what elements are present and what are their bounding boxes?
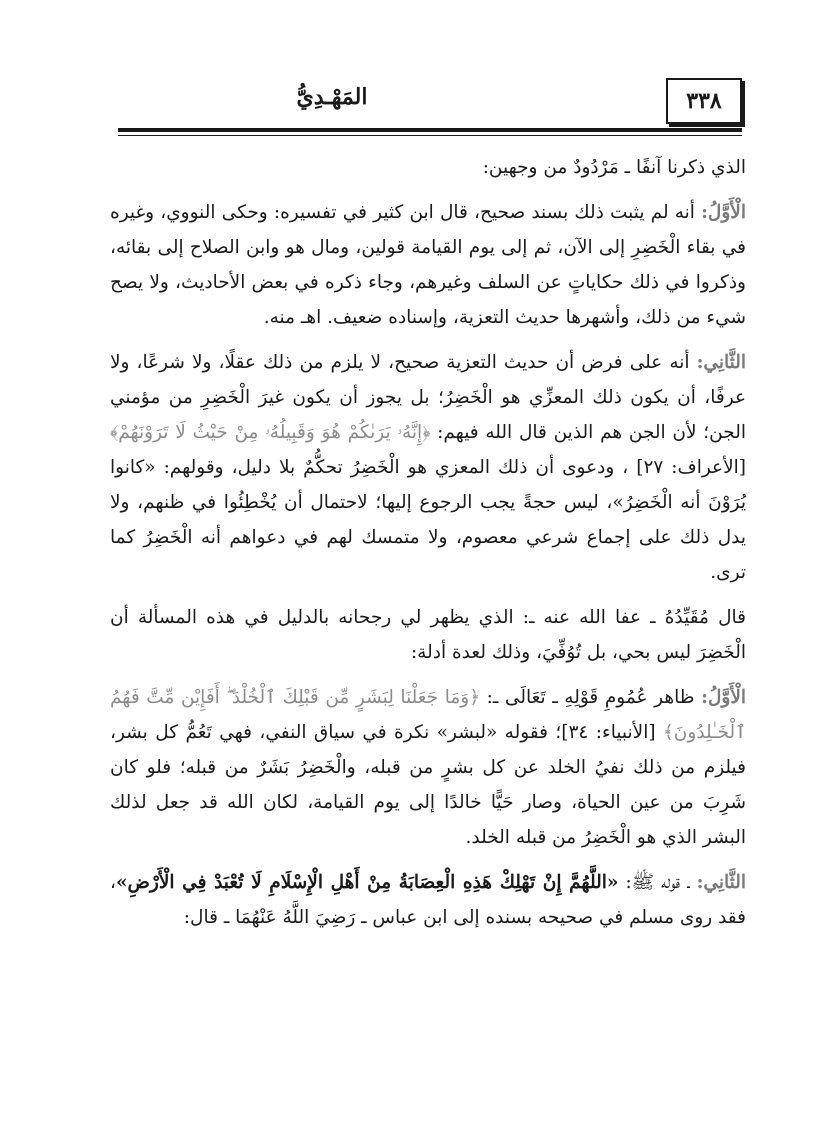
paragraph-author-opinion <box>110 600 746 670</box>
page-number: ٣٣٨ <box>666 78 742 124</box>
second-evidence-text-a: ـ قوله ﷺ: <box>618 872 697 893</box>
paragraph-second-reason <box>110 345 746 590</box>
paragraph-first-reason <box>110 195 746 335</box>
hadith-quote: «اللَّهُمَّ إِنْ تَهْلِكْ هَذِهِ الْعِصَابَةُ مِنْ أَهْلِ الْإِسْلَامِ لَا تُعْبَدْ فِي الْأَرْضِ» <box>115 872 619 893</box>
running-title: المَهْـدِيُّ <box>296 84 368 110</box>
header-rule-thick <box>118 128 742 132</box>
second-text-b: [الأعراف: ٢٧] ، ودعوى أن ذلك المعزي هو الْخَضِرُ تحكُّمٌ بلا دليل، وقولهم: «كانوا يُرَوْنَ أنه الْخَضِرُ»، ليس حجةً يجب الرجوع إليها؛ لاحتمال أن يُخْطِئُوا في ظنهم، ولا يدل ذلك على إجماع شرعي معصوم، ولا متمسك لهم في دعواهم أنه الْخَضِرُ كما ترى. <box>110 457 746 583</box>
paragraph-first-evidence <box>110 680 746 855</box>
first-heading: الْأَوَّلُ: <box>701 202 746 223</box>
first-evidence-text-b: [الأنبياء: ٣٤]؛ فقوله «لبشر» نكرة في سياق النفي، فهي تَعُمُّ كل بشر، فيلزم من ذلك نفيُ الخلد عن كل بشرٍ من قبله، والْخَضِرُ بَشَرٌ من قبله؛ فلو كان شَرِبَ من عين الحياة، وصار حَيًّا خالدًا إلى يوم القيامة، لكان الله قد جعل لذلك البشر الذي هو الْخَضِرُ من قبله الخلد. <box>110 722 746 848</box>
second-text-a: أنه على فرض أن حديث التعزية صحيح، لا يلزم من ذلك عقلًا، ولا شرعًا، ولا عرفًا، أن يكون ذلك المعزِّي هو الْخَضِرُ؛ بل يجوز أن يكون غيرَ الْخَضِرِ من مؤمني الجن؛ لأن الجن هم الذين قال الله فيهم: <box>110 352 746 443</box>
first-evidence-heading: الْأَوَّلُ: <box>701 687 747 708</box>
first-evidence-text-a: ظاهر عُمُومِ قَوْلِهِ ـ تَعَالَى ـ: <box>480 687 702 708</box>
quran-verse-anbiya: ﴿وَمَا جَعَلْنَا لِبَشَرٍ مِّن قَبْلِكَ ٱلْخُلْدَ ۖ أَفَإِيْن مِّتَّ فَهُمُ ٱلْخَـٰلِدُونَ﴾ <box>110 687 746 743</box>
body-text <box>110 150 746 935</box>
second-evidence-text-b: ، فقد روى مسلم في صحيحه بسنده إلى ابن عباس ـ رَضِيَ اللَّهُ عَنْهُمَا ـ قال: <box>110 872 746 928</box>
author-opinion-text: قال مُقَيِّدُهُ ـ عفا الله عنه ـ: الذي يظهر لي رجحانه بالدليل في هذه المسألة أن الْخَضِرَ ليس بحي، بل تُوُفِّيَ، وذلك لعدة أدلة: <box>110 607 746 663</box>
second-heading: الثَّانِي: <box>696 352 746 373</box>
first-text: أنه لم يثبت ذلك بسند صحيح، قال ابن كثير في تفسيره: وحكى النووي، وغيره في بقاء الْخَضِرِ إلى الآن، ثم إلى يوم القيامة قولين، ومال هو وابن الصلاح إلى بقائه، وذكروا في ذلك حكاياتٍ عن السلف وغيرهم، وجاء ذكره في بعض الأحاديث، ولا يصح شيء من ذلك، وأشهرها حديث التعزية، وإسناده ضعيف. اهـ منه. <box>110 202 746 328</box>
paragraph-intro <box>110 150 746 185</box>
header-rule-thin <box>118 135 742 136</box>
paragraph-second-evidence <box>110 865 746 935</box>
second-evidence-heading: الثَّانِي: <box>696 872 746 893</box>
intro-text: الذي ذكرنا آنفًا ـ مَرْدُودٌ من وجهين: <box>482 157 746 178</box>
page-header <box>112 78 742 128</box>
quran-verse-araf: ﴿إِنَّهُۥ يَرَىٰكُمْ هُوَ وَقَبِيلُهُۥ مِنْ حَيْثُ لَا تَرَوْنَهُمْ﴾ <box>110 422 431 443</box>
